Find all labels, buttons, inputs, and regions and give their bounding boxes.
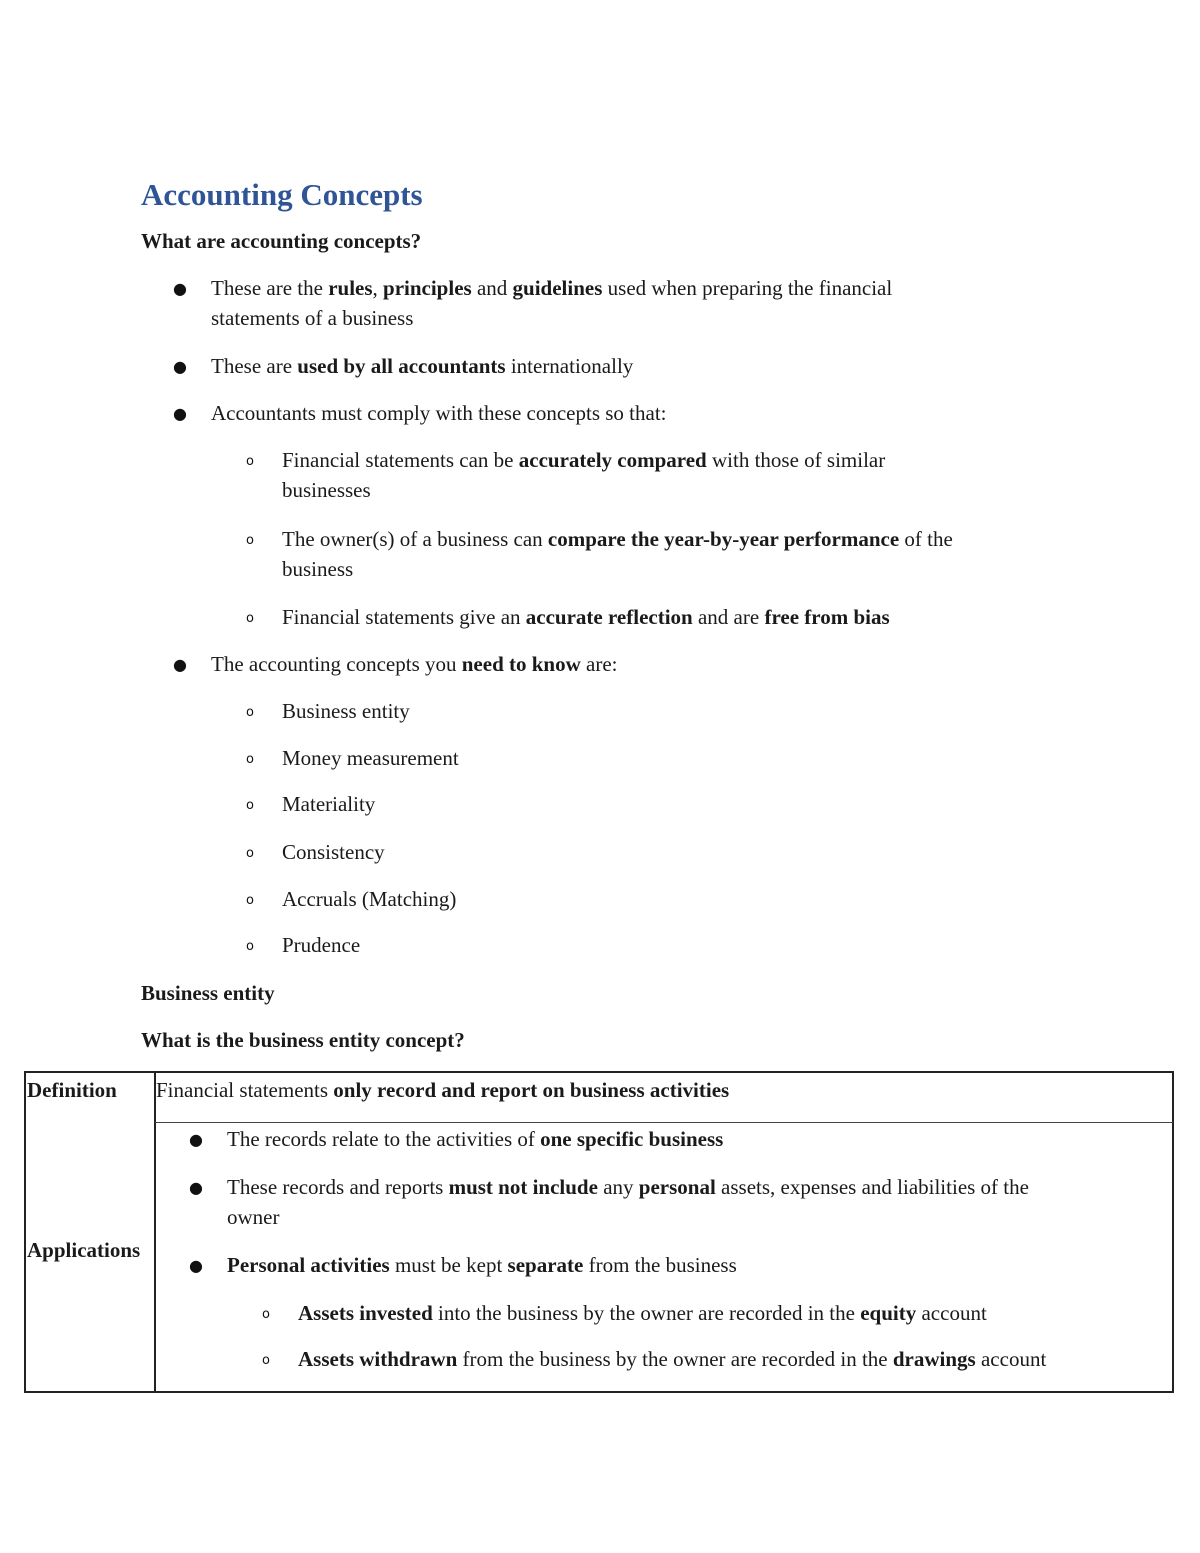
table-list-item: The records relate to the activities of one specific business [227,1127,724,1151]
table-divider [155,1122,1173,1123]
bullet-icon: ● [173,404,187,423]
bullet-icon: ● [189,1178,203,1197]
circle-bullet-icon: o [246,611,254,626]
question-heading: What are accounting concepts? [141,229,422,253]
bullet-icon: ● [189,1256,203,1275]
sub-list-item: Financial statements give an accurate reflection and are free from bias [282,605,890,629]
concept-item: Business entity [282,699,410,723]
circle-bullet-icon: o [246,533,254,548]
table-list-item: These records and reports must not include any personal assets, expenses and liabilities of the owner [227,1175,1029,1229]
circle-bullet-icon: o [246,752,254,767]
concept-item: Accruals (Matching) [282,887,457,911]
table-sub-list-item: Assets withdrawn from the business by the owner are recorded in the drawings account [298,1347,1047,1371]
table-label-applications: Applications [27,1238,141,1262]
sub-list-item: The owner(s) of a business can compare the year-by-year performance of the business [282,527,953,581]
table-sub-list-item: Assets invested into the business by the owner are recorded in the equity account [298,1301,987,1325]
table-list-item: Personal activities must be kept separate from the business [227,1253,737,1277]
concept-item: Materiality [282,792,376,816]
bullet-icon: ● [173,357,187,376]
circle-bullet-icon: o [246,893,254,908]
circle-bullet-icon: o [246,454,254,469]
list-item: Accountants must comply with these concepts so that: [211,401,667,425]
table-divider [154,1072,156,1392]
circle-bullet-icon: o [246,939,254,954]
concept-item: Prudence [282,933,361,957]
page-title: Accounting Concepts [141,177,423,212]
list-item: These are the rules, principles and guidelines used when preparing the financial statements of a business [211,276,893,330]
bullet-icon: ● [189,1130,203,1149]
sub-list-item: Financial statements can be accurately compared with those of similar businesses [282,448,886,502]
circle-bullet-icon: o [262,1353,270,1368]
bullet-icon: ● [173,655,187,674]
circle-bullet-icon: o [246,846,254,861]
list-item: These are used by all accountants internationally [211,354,634,378]
list-item: The accounting concepts you need to know are: [211,652,618,676]
concept-item: Money measurement [282,746,459,770]
table-cell-definition: Financial statements only record and report on business activities [156,1078,730,1102]
section-heading: Business entity [141,981,275,1005]
circle-bullet-icon: o [246,798,254,813]
circle-bullet-icon: o [262,1307,270,1322]
question-heading: What is the business entity concept? [141,1028,465,1052]
concept-item: Consistency [282,840,385,864]
bullet-icon: ● [173,279,187,298]
table-label-definition: Definition [27,1078,117,1102]
circle-bullet-icon: o [246,705,254,720]
